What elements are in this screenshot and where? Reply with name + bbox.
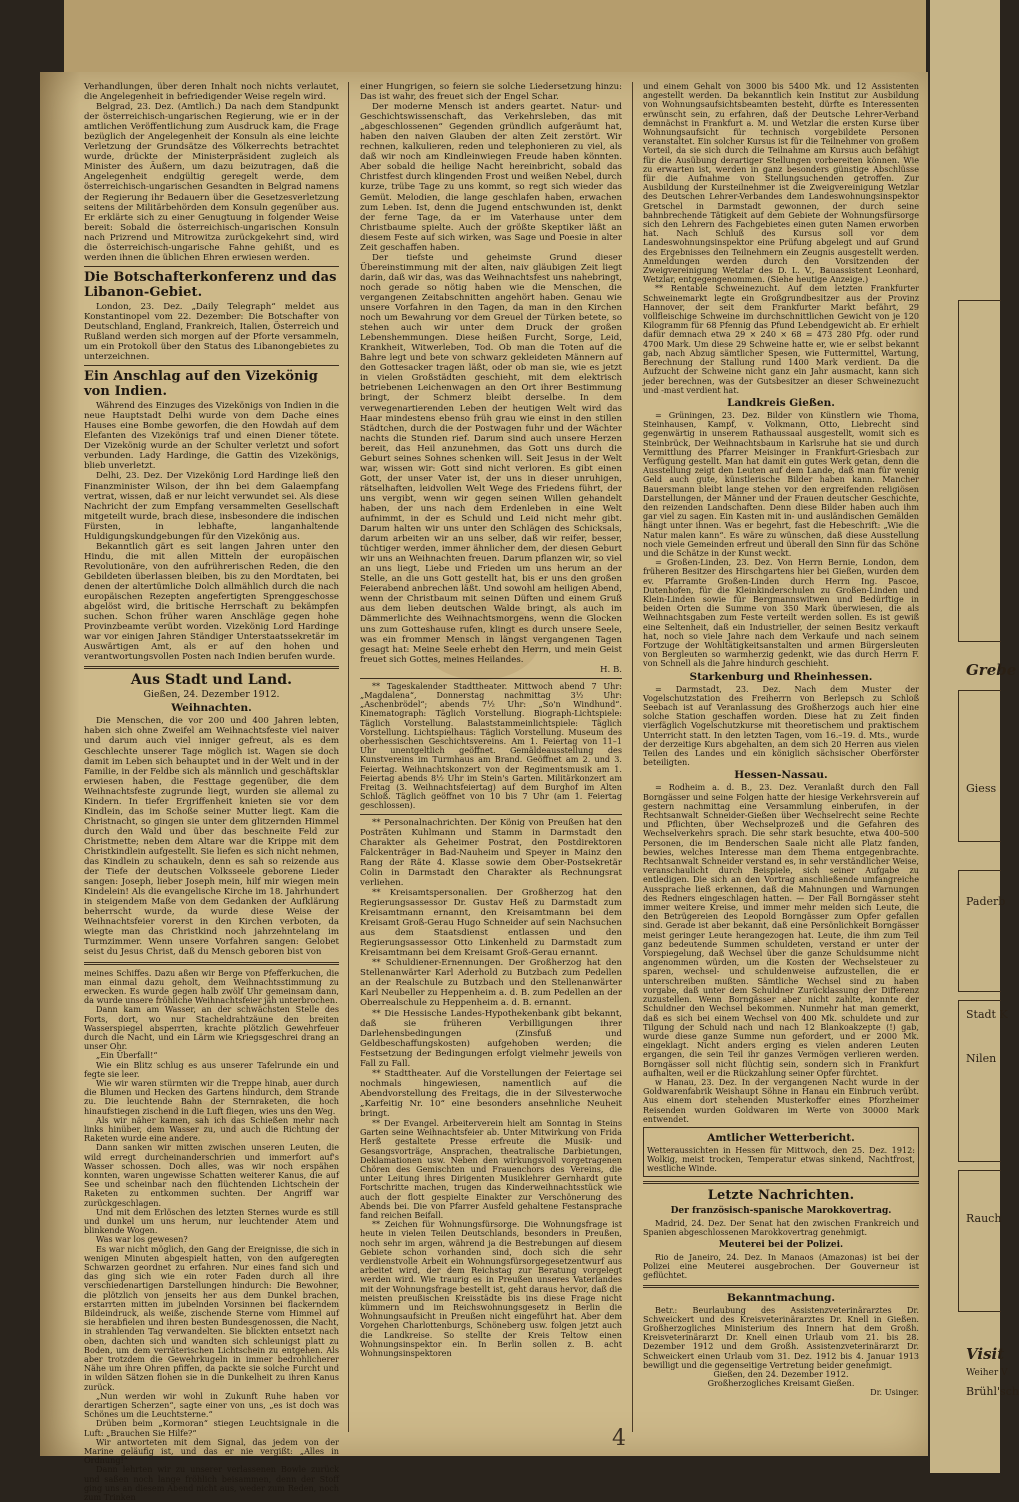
story-text: Als wir näher kamen, sah ich das Schießen mehr nach links hinüber, dem Wasser zu, und auch die Richtung der Raketen wurde eine andere. bbox=[84, 1114, 339, 1144]
article-text: = Rodheim a. d. B., 23. Dez. Veranlaßt durch den Fall Borngässer und seine Folgen hatte der hiesige Verkehrsverein auf gestern nachmittag eine Versammlung einberufen, in der Rechtsanwalt Schneider-Gießen über Wechselrecht seine Rechte und Pflichten, über Wechselprozeß und die Gefahren des Wechselverkehrs sprach. Die sehr stark besuchte, etwa 400–500 Personen, die im Benderschen Saale nicht alle Platz fanden, bewies, welches Interesse man dem Thema entgegenbrachte. Rechtsanwalt Schneider verstand es, in sehr verständlicher Weise, veranschaulicht durch Beispiele, sich seiner Aufgabe zu entledigen. Die sich an den Vortrag anschließende umfangreiche Aussprache ließ erkennen, daß die Mahnungen und Warnungen des Redners eingeschlagen hatten. — Der Fall Borngässer steht immer weitere Kreise, und immer mehr melden sich Leute, die den Betrügereien des Leopold Borngässer zum Opfer gefallen sind. Gerade ist aber bekannt, daß eine Persönlichkeit Borngässer meist geringer Leute herangezogen hat. Leute, die ihm zum Teil ganz bedeutende Summen schuldeten, verstand er unter der Vorspiegelung, daß Wechsel über die ganze Schuldsumme nicht angenommen würden, um die Kosten der Wechselsteuer zu sparen, wechsel- und schuldenweise aufzustellen, die er unterschreiben mußten. Sämtliche Wechsel sind zu haben vorgabe, daß unter dem Schuldner Zurücklassung der Differenz zuzustellen. Wenn Borngässer aber nicht zahlte, konnte der Schuldner den Wechsel bekommen. Nunmehr hat man gemerkt, daß es sich bei einem Wechsel von 400 Mk. schuldete und zur Tilgung der Schuld nach und nach 12 Blankoakzepte (!) gab, wurde diese ganze Summe nun gefordert, und er 2000 Mk. eingeklagt. Nicht anders erging es vielen anderen Leuten ergangen, die sein Teil ihr ganzes Vermögen verlieren werden. Borngässer soll nicht flüchtig sein, sondern sich in Frankfurt aufhalten, weil er die Rückzahlung seiner Opfer fürchtet. bbox=[643, 782, 919, 1078]
divider bbox=[84, 962, 339, 965]
ad-frame bbox=[958, 870, 1001, 992]
article-text: = Darmstadt, 23. Dez. Nach dem Muster der Vogelschutzstation des Freiherrn von Berlepsch zu Schloß Seebach ist auf Veranlassung des Großherzogs auch hier eine solche Station geschaffen worden. Diese hat zu Zeit finden vierfäglich Vogelschutzkurse mit theoretischem und praktischem Unterricht statt. In den letzten Tagen, vom 16.–19. d. Mts., wurde der derzeitige Kurs abgehalten, an dem sich 20 Herren aus vielen Teilen des Landes und ein königlich sächsischer Oberförster beteiligten. bbox=[643, 683, 919, 768]
divider bbox=[643, 1181, 919, 1184]
story-text: Dann sanken wir mitten zwischen unseren Leuten, die wild erregt durcheinanderschrien und immerfort auf's Wasser schossen. Doch alles, was wir noch erspähen konnten, waren ungewisse Schatten weiterer Kanus, die auf See und scheinbar nach den flüchtenden Lichtschein der Raketen zu entkommen suchten. Der Angriff war zurückgeschlagen. bbox=[84, 1142, 339, 1208]
page-number: 4 bbox=[612, 1426, 626, 1451]
article-text: ** Kreisamtspersonalien. Der Großherzog hat den Regierungsassessor Dr. Gustav Heß zu Darmstadt zum Kreisamtmann ernannt, den Kreisamtmann bei dem Kreisamt Groß-Gerau Hugo Schneider auf sein Nachsuchen aus dem Staatsdienst entlassen und den Regierungsassessor Otto Linkenheld zu Darmstadt zum Kreisamtmann bei dem Kreisamt Groß-Gerau ernannt. bbox=[360, 887, 622, 959]
heading-district-giessen: Landkreis Gießen. bbox=[727, 396, 835, 409]
article-text: = Großen-Linden, 23. Dez. Von Herrn Bernie, London, dem früheren Besitzer des Hirschgartens hier bei Gießen, wurden dem ev. Pfarramte Großen-Linden durch Herrn Ing. Pascoe, Dutenhofen, für die Kleinkinderschulen zu Großen-Linden und Klein-Linden sowie für Bergmannswitwen und Bedürftige in beiden Orten die Summe von 350 Mark überwiesen, die als Weihnachtsgaben zum Feste verteilt werden sollen. Es ist gewiß eine Seltenheit, daß ein Industrieller, der seinen Besitz verkauft hat, noch so viele Jahre nach dem Verkaufe und nach seinem Fortzuge der Wohltätigkeitsanstalten und armen Bürgersleuten von Bergleuten so warmherzig gedenkt, wie das durch Herrn F. von Schnell als die Jahre hindurch geschieht. bbox=[643, 557, 919, 669]
adjacent-text-fragment: Rauch bbox=[966, 1212, 1002, 1225]
dateline: Gießen, 24. Dezember 1912. bbox=[143, 689, 280, 701]
article-text: Belgrad, 23. Dez. (Amtlich.) Da nach dem Standpunkt der österreichisch-ungarischen Regierung, wie er in der amtlichen Veröffentlichung zum Ausdruck kam, die Frage bezüglich der Angelegenheit der Konsuln als eine leichte Verletzung der Grundsätze des Völkerrechts betrachtet wurde, drückte der Ministerpräsident zugleich als Minister des Äußern, um dazu beizutragen, daß die Angelegenheit endgültig geregelt werde, dem österreichisch-ungarischen Gesandten in Belgrad namens der Regierung ihr Bedauern über die Gesetzesverletzung seitens der Militärbehörden dem Konsuln gegenüber aus. Er erklärte sich zu einer Genugtuung in folgender Weise bereit: Sobald die österreichisch-ungarischen Konsuln nach Prizrend und Mitrowitza zurückgekehrt sind, wird die österreichisch-ungarische Fahne gehißt, und es werden ihnen die üblichen Ehren erwiesen werden. bbox=[84, 102, 339, 263]
article-text: ** Personalnachrichten. Der König von Preußen hat den Posträten Kuhlmann und Stamm in Darmstadt den Charakter als Geheimer Postrat, den Postdirektoren Falckenträger in Bad-Nauheim und Speyer in Mainz den Rang der Räte 4. Klasse sowie dem Ober-Postsekretär Colin in Darmstadt den Charakter als Rechnungsrat verliehen. bbox=[360, 817, 622, 888]
article-text: und einem Gehalt von 3000 bis 5400 Mk. und 12 Assistenten angestellt werden. Da bekanntlich kein Institut zur Ausbildung von Wohnungsaufsichtsbeamten besteht, dürfte es Interessenten erwünscht sein, zu erfahren, daß der Deutsche Lehrer-Verband demnächst in Frankfurt a. M. und Wetzlar die ersten Kurse über Wohnungsaufsicht für technisch vorgebildete Personen veranstaltet. Ein solcher Kursus ist für die Teilnehmer von großem Vorteil, da sie sich durch die Teilnahme am Kursus auch befähigt für die Ausübung derartiger Stellungen vorbereiten können. Wie zu erwarten ist, werden in ganz besonders günstige Abschlüsse für die Aufnahme von Stellungsuchenden getroffen. Zur Ausbildung der Kursteilnehmer ist die Zweigvereinigung Wetzlar des Deutschen Lehrer-Verbandes dem Landeswohnungsinspektor Gretschel in Darmstadt gewonnen, der durch seine bahnbrechende Tätigkeit auf dem Gebiete der Wohnungsfürsorge sich den Lehrern des Fachgebietes einen guten Namen erworben hat. Nach Schluß des Kursus soll vor dem Landeswohnungsinspektor eine Prüfung abgelegt und auf Grund des Ergebnisses den Teilnehmern ein Zeugnis ausgestellt werden. Anmeldungen werden durch den Vorsitzenden der Zweigvereinigung Wetzlar des D. L. V., Bauassistent Leonhard, Wetzlar, entgegengenommen. (Siehe heutige Anzeige.) bbox=[643, 81, 919, 285]
heading-latest-news: Letzte Nachrichten. bbox=[707, 1187, 855, 1203]
subheading-christmas: Weihnachten. bbox=[171, 702, 252, 715]
divider bbox=[84, 666, 339, 669]
article-text: London, 23. Dez. „Daily Telegraph“ meldet aus Konstantinopel vom 22. Dezember: Die Botschafter von Deutschland, England, Frankreich, Italien, Österreich und Rußland werden sich morgen auf der Pforte versammeln, um ein Protokoll über den Status des Libanongebietes zu unterzeichnen. bbox=[84, 301, 339, 363]
article-text: ** Die Hessische Landes-Hypothekenbank gibt bekannt, daß sie früheren Verbilligungen ihrer Darlehensbedingungen (Zinsfuß und Geldbeschaffungskosten) aufgehoben werden; die Festsetzung der Bedingungen erfolgt vielmehr jeweils von Fall zu Fall. bbox=[360, 1008, 622, 1069]
divider bbox=[84, 365, 339, 366]
adjacent-text-fragment: Paderb bbox=[966, 895, 1006, 908]
column-1 bbox=[84, 82, 339, 1502]
article-text: Rio de Janeiro, 24. Dez. In Manaos (Amazonas) ist bei der Polizei eine Meuterei ausgebrochen. Der Gouverneur ist geflüchtet. bbox=[643, 1251, 919, 1281]
headline-india-attack: Ein Anschlag auf den Vizekönig von Indien. bbox=[84, 369, 318, 400]
column-3 bbox=[643, 82, 919, 1438]
story-text: Drüben beim „Kormoran“ stiegen Leuchtsignale in die Luft: „Brauchen Sie Hilfe?“ bbox=[84, 1418, 339, 1438]
article-text: Verhandlungen, über deren Inhalt noch nichts verlautet, die Angelegenheit in befriedigender Weise regeln wird. bbox=[84, 82, 339, 103]
ad-frame bbox=[958, 1170, 1001, 1312]
story-text: Was war los gewesen? bbox=[96, 1234, 188, 1245]
story-text: Es war nicht möglich, den Gang der Ereignisse, die sich in wenigen Minuten abgespielt hatten, von den aufgeregten Schwarzen geordnet zu erfahren. Nur eines fand sich und das ging sich wie ein roter Faden durch all ihre verschiedenartigen Darstellungen hindurch: Die Bewohner, die plötzlich von jenseits her aus dem Dunkel brachen, erstarrten mitten im jubelnden Vorsinnen bei flackerndem Bildeindruck, als weiße, zischende Sterne vom Himmel auf sie herabfielen und ihren besten Bundesgenossen, die Nacht, in strahlenden Tag verwandelten. Sie blickten entsetzt nach oben, dachten sich und wandten sich schleunigst platt zu Boden, um dem verräterischen Lichtschein zu entgehen. Als aber trotzdem die Gewehrkugeln in immer bedrohlicherer Nähe um ihre Ohren pfiffen, da packte sie solche Furcht und in wilden Sätzen flohen sie in die Dunkelheit zu ihren Kanus zurück. bbox=[84, 1243, 339, 1392]
announcement-authority: Großherzogliches Kreisamt Gießen. bbox=[707, 1378, 855, 1389]
article-text: ** Rentable Schweinezucht. Auf dem letzten Frankfurter Schweinemarkt legte ein Großgrundbesitzer aus der Provinz Hannover, der seit dem Frankfurter Markt befährt, 29 vollfleischige Schweine im durchschnittlichen Gewicht von je 120 Kilogramm für 68 Pfennig das Pfund Lebendgewicht ab. Er erhielt dafür demnach etwa 29 × 240 × 68 = 473 280 Pfg. oder rund 4700 Mark. Um diese 29 Schweine hatte er, wie er selbst bekannt gab, nach Abzug sämtlicher Spesen, wie Futtermittel, Wartung, Berechnung der Stallung rund 1400 Mark verdient. Da die Aufzucht der Schweine nicht ganz ein Jahr ausmacht, kann sich jeder berechnen, was der Gutsbesitzer an dieser Schweinezucht und -mast verdient hat. bbox=[643, 283, 919, 395]
subheading-morocco-treaty: Der französisch-spanische Marokkovertrag. bbox=[670, 1205, 892, 1216]
story-text: Dann lehrten wir zu unserer verlassenen Bowle zurück und saßen noch lange fröhlich beisammen, denn der Stoff ging uns an diesem Abend nicht aus, weder zum Reden, noch zum Trinken bbox=[84, 1464, 339, 1502]
article-text: Bekanntlich gärt es seit langen Jahren unter den Hindu, die mit allen Mitteln der europäischen Revolutionäre, von den aufrührerischen Reden, die den Gebildeten überlassen bleiben, bis zu den Mordtaten, bei denen der altertümliche Dolch allmählich durch die nach europäischen Rezepten angefertigten Sprenggeschosse abgelöst wird, die britische Herrschaft zu bekämpfen suchen. Schon früher waren Anschläge gegen hohe Provinzbeamte verübt worden. Vizekönig Lord Hardinge war vor einigen Jahren Ständiger Unterstaatssekretär im Auswärtigen Amt, als er auf den hohen und verantwortungsvollen Posten nach Indien berufen wurde. bbox=[84, 541, 339, 663]
adjacent-text-fragment: Giess bbox=[966, 782, 997, 795]
heading-hessen-nassau: Hessen-Nassau. bbox=[734, 769, 828, 782]
story-text: Wie wir waren stürmten wir die Treppe hinab, auer durch die Blumen und Hecken des Gartens hindurch, dem Strande zu. Die leuchtende Bahn der Sternraketen, die hoch hinaufstiegen zischend in die Luft fliegen, wies uns den Weg. bbox=[84, 1077, 339, 1116]
story-text: meines Schiffes. Dazu aßen wir Berge von Pfefferkuchen, die man einmal dazu geholt, dem Weihnachtsstimmung zu erwecken. Es wurde gegen halb zwölf Uhr gemeinsam dann, da wurde unsere fröhliche Weihnachtsfeier jäh unterbrochen. bbox=[84, 967, 339, 1006]
article-text: Während des Einzuges des Vizekönigs von Indien in die neue Hauptstadt Delhi wurde von dem Dache eines Hauses eine Bombe geworfen, die den Howdah auf dem Elefanten des Vizekönigs traf und einen Diener tötete. Der Vizekönig wurde an der Schulter verletzt und sofort verbunden. Lady Hardinge, die Gattin des Vizekönigs, blieb unverletzt. bbox=[84, 401, 339, 472]
article-text: einer Hungrigen, so feiern sie solche Liedersetzung hinzu: Das ist wahr, des freuet sich der Engel Schar. bbox=[360, 82, 622, 103]
headline-ambassadors-conference: Die Botschafterkonferenz und das Libanon-Gebiet. bbox=[84, 269, 337, 300]
article-text: Der tiefste und geheimste Grund dieser Übereinstimmung mit der alten, naiv gläubigen Zeit liegt darin, daß wir das, was das Weihnachtsfest uns nahebringt, noch gerade so nötig haben wie die Menschen, die vergangenen Zeitabschnitten angehört haben. Genau wie unsere Vorfahren in den Tagen, da man in den Kirchen noch um Bewahrung vor dem Greuel der Türken betete, so stehen auch wir unter dem Druck der großen Lebenshemmungen. Diese heißen Furcht, Sorge, Leid, Krankheit, Witwerleben, Tod. Ob man die Toten auf die Bahre legt und bete von schwarz gekleideten Männern auf den Gottesacker tragen läßt, oder ob man sie, wie es jetzt in vielen Großstädten geschieht, mit dem elektrisch betriebenen Leichenwagen an den Ort ihrer Bestimmung bringt, der Schmerz bleibt derselbe. In dem verwegenartierenden Leben der heutigen Welt wird das Haar mindestens ebenso früh grau wie einst in den stillen Städtchen, durch die der Postwagen fuhr und der Wächter nachts die Stunden rief. Darum sind auch unsere Herzen bereit, das Heil anzunehmen, das Gott uns durch die Geburt seines Sohnes schenken will. Seit Jesus in der Welt war, wissen wir: Gott sind nicht verloren. Es gibt einen Gott, der unser Vater ist, der uns in dieser unruhigen, rätselhaften, leidvollen Welt Wege des Friedens führt, der uns vergibt, wenn wir gegen seinen Willen gehandelt haben, der uns nach dem Erdenleben in eine Welt aufnimmt, in der es Schuld und Leid nicht mehr gibt. Darum halten wir uns unter den Schlägen des Schicksals, darum arbeiten wir an uns selber, daß wir reifer, besser, tüchtiger werden, immer ähnlicher dem, der diesen Geburt wir uns an Weihnachten freuen. Darum pflanzen wir, so viel an uns liegt, Liebe und Frieden um uns herum an der Stelle, an die uns Gott gestellt hat, bis er uns den großen Feierabend anbrechen läßt. Und sowohl am heiligen Abend, wenn der Christbaum mit seinen Düften und einem Gruß aus dem lieben deutschen Walde bringt, als auch im Dämmerlichte des Weihnachtsmorgens, wenn die Glocken uns zum Gotteshause rufen, klingt es durch unsere Seele, was ein frommer Mensch in längst vergangenen Tagen gesagt hat: Meine Seele erhebt den Herrn, und mein Geist freuet sich Gottes, meines Heilandes. bbox=[360, 252, 623, 665]
article-text: Die Menschen, die vor 200 und 400 Jahren lebten, haben sich ohne Zweifel am Weihnachtsfeste viel naiver und darum auch viel inniger gefreut, als es dem Geschlechte unserer Tage möglich ist. Wagen sie doch damit im Leben sich behauptet und in der Welt und in der Familie, in der Feldbe sich als männlich und geschäftsklar erwiesen haben, die Festtage gegenüber, die dem Weihnachtsfeste zugrunde liegt, wurden sie allemal zu Kindern. In tiefer Ergriffenheit knieten sie vor dem Kindlein, das im Schoße seiner Mutter liegt. Kam die Christnacht, so gingen sie unter dem glitzernden Himmel durch den Wald und über das beschneite Feld zur Christmette; neben dem Altare war die Krippe mit dem Christkindlein aufgestellt. Sie liefen es sich nicht nehmen, das Kindlein zu schaukeln, denn es sah so reizende aus der Tiefe der deutschen Volksseele geborene Lieder sangen: Joseph, lieber Joseph mein, hilf mir wiegen mein Kindelein! Als die evangelische Kirche im 18. Jahrhundert in steigendem Maße von dem Gedanken der Aufklärung beherrscht wurde, da wurde diese Weise der Weihnachtsfeier vorerst in den Kirchen verboten, da wiegte man das Christkind noch jahrzehntelang im Turmzimmer. Wenn unsere Vorfahren sangen: Gelobet seist du Jesus Christ, daß du Mensch geboren bist von bbox=[84, 716, 339, 958]
adjacent-page-edge bbox=[930, 0, 1019, 1473]
ad-frame bbox=[958, 300, 1001, 642]
story-text: Wie ein Blitz schlug es aus unserer Tafelrunde ein und fegte sie leer. bbox=[84, 1059, 339, 1079]
column-2 bbox=[360, 82, 622, 1438]
article-text: w Hanau, 23. Dez. In der vergangenen Nacht wurde in der Goldwarenfabrik Weishaupt Söhne in Hanau ein Einbruch verübt. Aus einem dort stehenden Musterkoffer eines Pforzheimer Reisenden wurden Goldwaren im Werte von 30000 Mark entwendet. bbox=[643, 1076, 919, 1124]
story-text: „Ein Überfall!“ bbox=[96, 1050, 158, 1061]
weather-forecast: Wetteraussichten in Hessen für Mittwoch, den 25. Dez. 1912: Wolkig, meist trocken, Temperatur etwas sinkend, Nachtfrost, westliche Winde. bbox=[647, 1144, 915, 1174]
section-heading-city-and-country: Aus Stadt und Land. bbox=[130, 672, 293, 689]
announcement-date: Gießen, den 24. Dezember 1912. bbox=[713, 1368, 849, 1379]
divider bbox=[643, 1285, 919, 1288]
heading-announcement: Bekanntmachung. bbox=[727, 1291, 835, 1304]
article-text: Delhi, 23. Dez. Der Vizekönig Lord Hardinge ließ den Finanzminister Wilson, der ihn bei dem Galaempfang vertrat, wissen, daß er nur leicht verwundet sei. Als diese Nachricht der zum Empfang versammelten Gesellschaft mitgeteilt wurde, brach diese, insbesondere die indischen Fürsten, in lebhafte, langanhaltende Huldigungskundgebungen für den Vizekönig aus. bbox=[84, 471, 339, 542]
article-text: ** Der Evangel. Arbeiterverein hielt am Sonntag in Steins Garten seine Weihnachtsfeier ab. Unter Mitwirkung von Frida Herß gestaltete Presse erfreute die Musik- und Gesangsvorträge, Ansprachen, theatralische Darbietungen, Deklamationen usw. Neben den wirkungsvoll vorgetragenen Chören des Gemischten und Frauenchors des Vereins, die unter Leitung ihres Dirigenten Musiklehrer Gernhardt gute Fortschritte machen, trugen das Kinderweihnachtsstück wie auch der flott gespielte Einakter zur Verschönerung des Abends bei. Die von Pfarrer Ausfeld gehaltene Festansprache fand reichen Beifall. bbox=[360, 1118, 622, 1221]
story-text: Wir antworteten mit dem Signal, das jedem von der Marine geläufig ist, und das er nie vergißt: „Alles in Ordnung!“ bbox=[84, 1436, 339, 1466]
author-signature: H. B. bbox=[599, 664, 622, 675]
adjacent-text-fragment: Brühl'sch bbox=[966, 1385, 1019, 1398]
adjacent-text-fragment: Visit bbox=[966, 1345, 1005, 1363]
divider bbox=[84, 266, 339, 267]
adjacent-text-fragment: Nilen bbox=[966, 1052, 997, 1065]
adjacent-text-fragment: Grebe bbox=[966, 661, 1017, 679]
column-rule bbox=[632, 82, 633, 1432]
article-text: ** Zeichen für Wohnungsfürsorge. Die Wohnungsfrage ist heute in vielen Teilen Deutschlands, besonders in Preußen, noch sehr im argen, während ja die Bestrebungen auf diesem Gebiete schon vorhanden sind, doch sich die sehr verdienstvolle Arbeit ein Wohnungsfürsorgegesetzentwurf aus arbeitet wird, der dem Reichstag zur Beratung vorgelegt werden wird. Wie traurig es in Preußen unseres Vaterlandes mit der Wohnungsfrage bestellt ist, geht daraus hervor, daß die meisten preußischen Kreisstädte bis ins diese Frage nicht kümmern und im Reichswohnungsgesetz in Berlin die Wohnungsaufsicht in Preußen nicht eingeführt hat. Aber dem Vorgehen Charlottenburgs, Schöneberg usw. folgen jetzt auch die Landkreise. So stellte der Kreis Teltow einen Wohnungsinspektor ein. In Berlin sollen z. B. acht Wohnungsinspektoren bbox=[360, 1219, 622, 1359]
article-text: ** Stadttheater. Auf die Vorstellungen der Feiertage sei nochmals hingewiesen, namentlich auf die Abendvorstellung des Freitags, die in der Silvesterwoche „Karfeitig Nr. 10“ eine besonders ansehnliche Neuheit bringt. bbox=[360, 1068, 622, 1119]
heading-starkenburg: Starkenburg und Rheinhessen. bbox=[689, 670, 873, 683]
divider bbox=[360, 814, 622, 815]
weather-report-box bbox=[643, 1127, 919, 1177]
article-text: = Grüningen, 23. Dez. Bilder von Künstlern wie Thoma, Steinhausen, Kampf, v. Volkmann, Otto, Liebrecht sind gegenwärtig in unserem Rathaussaal ausgestellt, womit sich es Steinbrück, Der Weihnachtsbaum in Karlsruhe hat sie und durch Vermittlung des Pfarrer Meisinger in Frankfurt-Griesbach zur Verfügung gestellt. Man hat damit ein gutes Werk getan, denn die Ausstellung zeigt den Leuten auf dem Lande, daß man für wenig Geld auch gute, künstlerische Bilder haben kann. Mancher Bauersmann bleibt lange stehen vor den ergreifenden religiösen Darstellungen, der Männer und der Frauen deutscher Geschichte, den reizenden Landschaften. Denn diese Bilder haben auch ihm gar viel zu sagen. Ein Kasten mit in- und ausländischen Gemälden hängt unter ihnen. Was er begehrt, fast die Hebeschrift: „Wie die Natur malen kann“. Es wäre zu wünschen, daß diese Ausstellung noch viele Gemeinden erfreut und überall den Sinn für das Schöne und die Schätze in der Kunst weckt. bbox=[643, 409, 919, 558]
calendar-notice: ** Tageskalender Stadttheater. Mittwoch abend 7 Uhr: „Magdalena“, Donnerstag nachmittag 3½ Uhr: „Aschenbrödel“; abends 7½ Uhr: „So'n Windhund“. Kinematograph: Täglich Vorstellung. Biograph-Lichtspiele: Täglich Vorstellung. Balaststammeinlichtspiele: Täglich Vorstellung. Lichtspielhaus: Täglich Vorstellung. Museum des oberhessischen Geschichtsvereins. Am 1. Feiertag von 11–1 Uhr unentgeltlich geöffnet. Gemäldeausstellung des Kunstvereins im Turmhaus am Brand. Geöffnet am 2. und 3. Feiertag. Weihnachtskonzert von der Regimentsmusik am 1. Feiertag abends 8½ Uhr im Stein's Garten. Militärkonzert am Freitag (3. Weihnachtsfeiertag) auf dem Burghof im Alten Schloß. Täglich geöffnet von 10 bis 7 Uhr (am 1. Feiertag geschlossen). bbox=[360, 680, 622, 811]
subheading-police-mutiny: Meuterei bei der Polizei. bbox=[718, 1239, 844, 1250]
adjacent-text-fragment: Weiher V bbox=[966, 1368, 1008, 1378]
story-text: Dann kam am Wasser, an der schwächsten Stelle des Forts, dort, wo nur Stacheldrahtzäune den breiten Wasserspiegel absperrten, krachte plötzlich Gewehrfeuer durch die Nacht, und ein Lärm wie Kriegsgeschrei drang an unser Ohr. bbox=[84, 1004, 339, 1052]
page-top-edge bbox=[64, 0, 926, 72]
ad-frame bbox=[958, 1000, 1001, 1162]
article-text: ** Schuldiener-Ernennungen. Der Großherzog hat den Stellenanwärter Karl Aderhold zu Butzbach zum Pedellen an der Realschule zu Butzbach und den Stellenanwärter Karl Neubeller zu Heppenheim a. d. B. zum Pedellen an der Oberrealschule zu Heppenheim a. d. B. ernannt. bbox=[360, 958, 622, 1009]
story-text: Und mit dem Erlöschen des letzten Sternes wurde es still und dunkel um uns herum, nur leuchtender Atem und blinkende Wogen. bbox=[84, 1206, 339, 1236]
article-text: Madrid, 24. Dez. Der Senat hat den zwischen Frankreich und Spanien abgeschlossenen Marokkovertrag genehmigt. bbox=[643, 1217, 919, 1237]
ad-frame bbox=[958, 690, 1001, 842]
announcement-text: Betr.: Beurlaubung des Assistenzveterinärarztes Dr. Schweickert und des Kreisveterinärarztes Dr. Knell in Gießen. Großherzogliches Ministerium des Innern hat dem Großh. Kreisveterinärarzt Dr. Knell einen Urlaub vom 21. bis 28. Dezember 1912 und dem Großh. Assistenzveterinärarzt Dr. Schweickert einen Urlaub vom 31. Dez. 1912 bis 4. Januar 1913 bewilligt und die gegenseitige Vertretung beider genehmigt. bbox=[643, 1304, 919, 1370]
adjacent-text-fragment: Stadt K bbox=[966, 1008, 1008, 1021]
column-rule bbox=[348, 82, 349, 1432]
divider bbox=[360, 678, 622, 679]
heading-weather-report: Amtlicher Wetterbericht. bbox=[707, 1131, 855, 1144]
story-text: „Nun werden wir wohl in Zukunft Ruhe haben vor derartigen Scherzen“, sagte einer von uns, „es ist doch was Schönes um die Leuchtsterne.“ bbox=[84, 1390, 339, 1420]
announcement-signature: Dr. Usinger. bbox=[870, 1387, 919, 1398]
article-text: Der moderne Mensch ist anders geartet. Natur- und Geschichtswissenschaft, das Verkehrsleben, das mit „abgeschlossenen“ Gegenden gründlich aufgeräumt hat, haben den naiven Glauben der alten Zeit zerstört. Wir rechnen, kalkulieren, reden und telephonieren zu viel, als daß wir noch am Kindleinwiegen Freude haben könnten. Aber sobald die heilige Nacht hereinbricht, sobald das Christfest durch klingenden Frost und weißen Nebel, durch kurze, trübe Tage zu uns kommt, so regt sich wieder das Gemüt. Melodien, die lange geschlafen haben, erwachen zum Leben. Ist, denn die Jugend entschwunden ist, denkt der ferne Tage, da er im Vaterhause unter dem Christbaume spielte. Auch der größte Skeptiker läßt an diesem Feste auf sich wirken, was Sage und Poesie in alter Zeit geschaffen haben. bbox=[360, 102, 622, 253]
